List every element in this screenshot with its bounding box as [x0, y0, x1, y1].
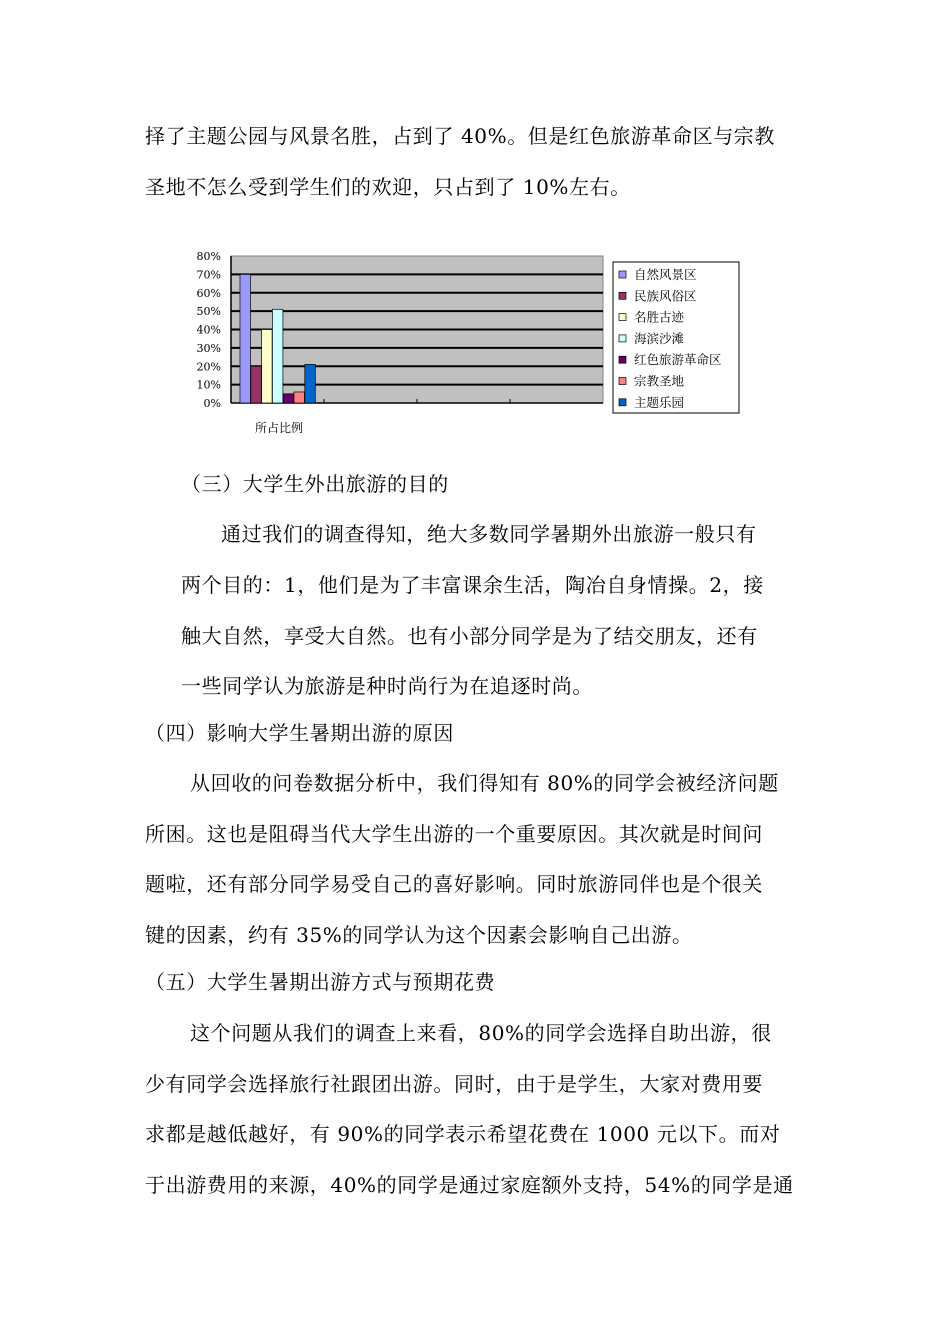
y-tick-label: 0%: [203, 397, 221, 410]
section4-line-2: 所困。这也是阻碍当代大学生出游的一个重要原因。其次就是时间问: [145, 822, 763, 846]
section5-line-1: 这个问题从我们的调查上来看，80%的同学会选择自助出游，很: [190, 1021, 772, 1045]
section3-heading: （三）大学生外出旅游的目的: [181, 472, 449, 496]
legend-label: 主题乐园: [634, 394, 685, 410]
section5-line-4: 于出游费用的来源，40%的同学是通过家庭额外支持，54%的同学是通: [145, 1173, 794, 1197]
section5-line-2: 少有同学会选择旅行社跟团出游。同时，由于是学生，大家对费用要: [145, 1072, 763, 1096]
legend-label: 名胜古迹: [634, 309, 685, 325]
section3-line-1: 通过我们的调查得知，绝大多数同学暑期外出旅游一般只有: [221, 522, 757, 546]
y-tick-label: 60%: [196, 286, 221, 300]
legend-swatch: [619, 292, 626, 299]
bar-7: [305, 364, 316, 403]
legend-swatch: [619, 314, 626, 321]
bar-6: [294, 392, 305, 403]
legend-swatch: [619, 271, 626, 278]
legend-swatch: [619, 399, 626, 406]
legend-label: 宗教圣地: [634, 373, 685, 389]
y-tick-label: 40%: [196, 323, 221, 337]
bar-3: [262, 330, 273, 404]
y-tick-label: 50%: [196, 305, 221, 319]
intro-line-2: 圣地不怎么受到学生们的欢迎，只占到了 10%左右。: [145, 175, 631, 199]
bar-1: [240, 274, 251, 403]
bar-5: [283, 394, 294, 403]
section5-heading: （五）大学生暑期出游方式与预期花费: [145, 970, 496, 994]
legend-label: 自然风景区: [634, 267, 697, 282]
section4-line-3: 题啦，还有部分同学易受自己的喜好影响。同时旅游同伴也是个很关: [145, 872, 763, 896]
legend-label: 民族风俗区: [634, 288, 697, 304]
y-tick-label: 70%: [196, 268, 221, 282]
section4-line-4: 键的因素，约有 35%的同学认为这个因素会影响自己出游。: [145, 923, 693, 947]
x-category-label: 所占比例: [254, 421, 304, 435]
section3-line-2: 两个目的：1，他们是为了丰富课余生活，陶冶自身情操。2，接: [181, 573, 764, 597]
section5-line-3: 求都是越低越好，有 90%的同学表示希望花费在 1000 元以下。而对: [145, 1122, 781, 1146]
section3-line-4: 一些同学认为旅游是种时尚行为在追逐时尚。: [181, 674, 593, 698]
intro-line-1: 择了主题公园与风景名胜，占到了 40%。但是红色旅游革命区与宗教: [145, 124, 776, 148]
legend-swatch: [619, 335, 626, 342]
y-tick-label: 30%: [196, 341, 221, 355]
y-tick-label: 20%: [196, 360, 221, 374]
legend-label: 红色旅游革命区: [634, 352, 722, 368]
y-tick-label: 80%: [196, 250, 221, 263]
section3-line-3: 触大自然，享受大自然。也有小部分同学是为了结交朋友，还有: [181, 624, 758, 648]
legend-label: 海滨沙滩: [634, 330, 685, 346]
bar-4: [272, 309, 283, 403]
bar-chart: [196, 250, 756, 440]
legend-swatch: [619, 356, 626, 363]
section4-heading: （四）影响大学生暑期出游的原因: [145, 721, 454, 745]
legend-swatch: [619, 378, 626, 385]
bar-2: [251, 366, 261, 403]
section4-line-1: 从回收的问卷数据分析中，我们得知有 80%的同学会被经济问题: [190, 771, 779, 795]
y-tick-label: 10%: [196, 378, 221, 392]
